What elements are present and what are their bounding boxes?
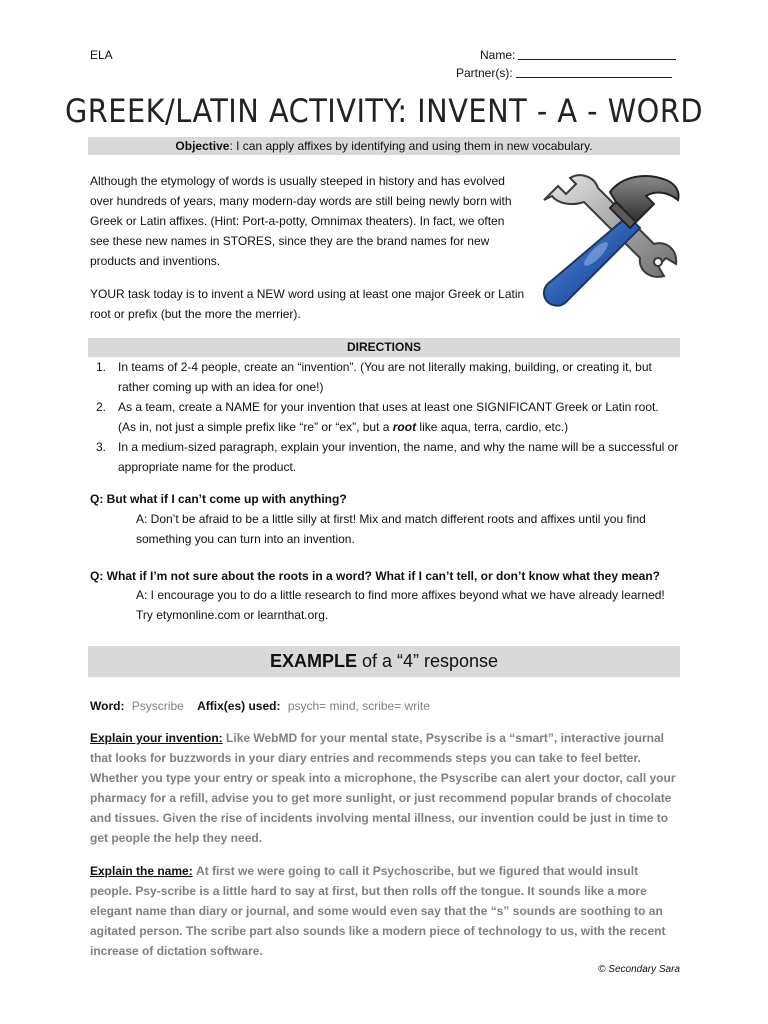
wrench-and-hammer-icon [536,170,682,316]
name-label: Name: [480,48,516,62]
name-blank[interactable] [518,48,676,60]
direction-number: 3. [96,440,107,454]
direction-emphasis: root [392,420,417,434]
partners-field[interactable] [456,65,672,81]
direction-number: 2. [96,400,107,414]
intro-paragraph-2: YOUR task today is to invent a NEW word using at least one major Greek or Latin root or prefix (but the more the merrier). [90,287,525,321]
word-label: Word: [90,699,125,713]
name-field[interactable] [480,47,676,63]
partners-label: Partner(s): [456,66,513,80]
name-explain-label: Explain the name: [90,864,193,878]
invention-label: Explain your invention: [90,731,223,745]
objective-band [88,137,680,155]
faq-question-2: Q: What if I’m not sure about the roots in a word? What if I can’t tell, or don’t know what they mean? [90,569,661,583]
partners-blank[interactable] [516,66,672,78]
directions-heading: DIRECTIONS [88,338,680,357]
faq-answer-2: A: I encourage you to do a little research to find more affixes beyond what we have already learned! Try etymonline.com or learnthat.org. [136,588,665,622]
word-value: Psyscribe [131,699,184,713]
direction-item [90,397,680,437]
example-heading-rest: of a “4” response [356,651,499,671]
subject-label: ELA [90,48,113,62]
direction-text: As a team, create a NAME for your invention that uses at least one SIGNIFICANT Greek or Latin root. (As in, not just a simple prefix like “re” or “ex”, but a [118,400,659,434]
invention-text: Like WebMD for your mental state, Psyscribe is a “smart”, interactive journal that looks for buzzwords in your diary entries and recommends steps you can take to feel better. Whether you type your entry or speak into a microphone, the Psyscribe can alert your doctor, call your pharmacy for a refill, advise you to get more sunlight, or just recommend popular brands of chocolate and tissues. Given the rise of incidents involving mental illness, our invention could be just in time to get people the help they need. [90,731,676,845]
name-paragraph [90,861,680,961]
directions-list [90,357,680,477]
name-explain-text: At first we were going to call it Psychoscribe, but we figured that would insult people. Psy-scribe is a little hard to say at first, but then rolls off the tongue. It sounds like a more elegant name than diary or journal, and some would even say that the “s” sounds are soothing to an agitated person. The scribe part also sounds like a modern piece of technology to us, with the recent increase of dictation software. [90,864,666,958]
direction-item [90,357,680,397]
intro-paragraph-1: Although the etymology of words is usually steeped in history and has evolved over hundreds of years, many modern-day words are still being newly born with Greek or Latin affixes. (Hint: Port-a-potty, Omnimax theaters). In fact, we often see these new names in STORES, since they are the brand names for new products and inventions. [90,174,512,268]
direction-text: In teams of 2-4 people, create an “invention”. (You are not literally making, building, or creating it, but rather coming up with an idea for one!) [118,360,652,394]
direction-number: 1. [96,360,107,374]
affix-value: psych= mind, scribe= write [287,699,430,713]
direction-text: like aqua, terra, cardio, etc.) [416,420,569,434]
direction-item [90,437,680,477]
example-heading-bold: EXAMPLE [269,651,357,671]
page-title: GREEK/LATIN ACTIVITY: INVENT - A - WORD [64,92,703,130]
affix-label: Affix(es) used: [197,699,281,713]
faq-answer-1: A: Don’t be afraid to be a little silly at first! Mix and match different roots and affixes until you find something you can turn into an invention. [136,512,646,546]
word-line [90,696,680,716]
objective-text: : I can apply affixes by identifying and using them in new vocabulary. [229,139,593,153]
direction-text: In a medium-sized paragraph, explain your invention, the name, and why the name will be a successful or appropriate name for the product. [118,440,679,474]
objective-label: Objective [175,139,230,153]
example-heading [88,646,680,677]
copyright: © Secondary Sara [598,964,680,975]
invention-paragraph [90,728,680,848]
faq-question-1: Q: But what if I can’t come up with anything? [90,492,347,506]
